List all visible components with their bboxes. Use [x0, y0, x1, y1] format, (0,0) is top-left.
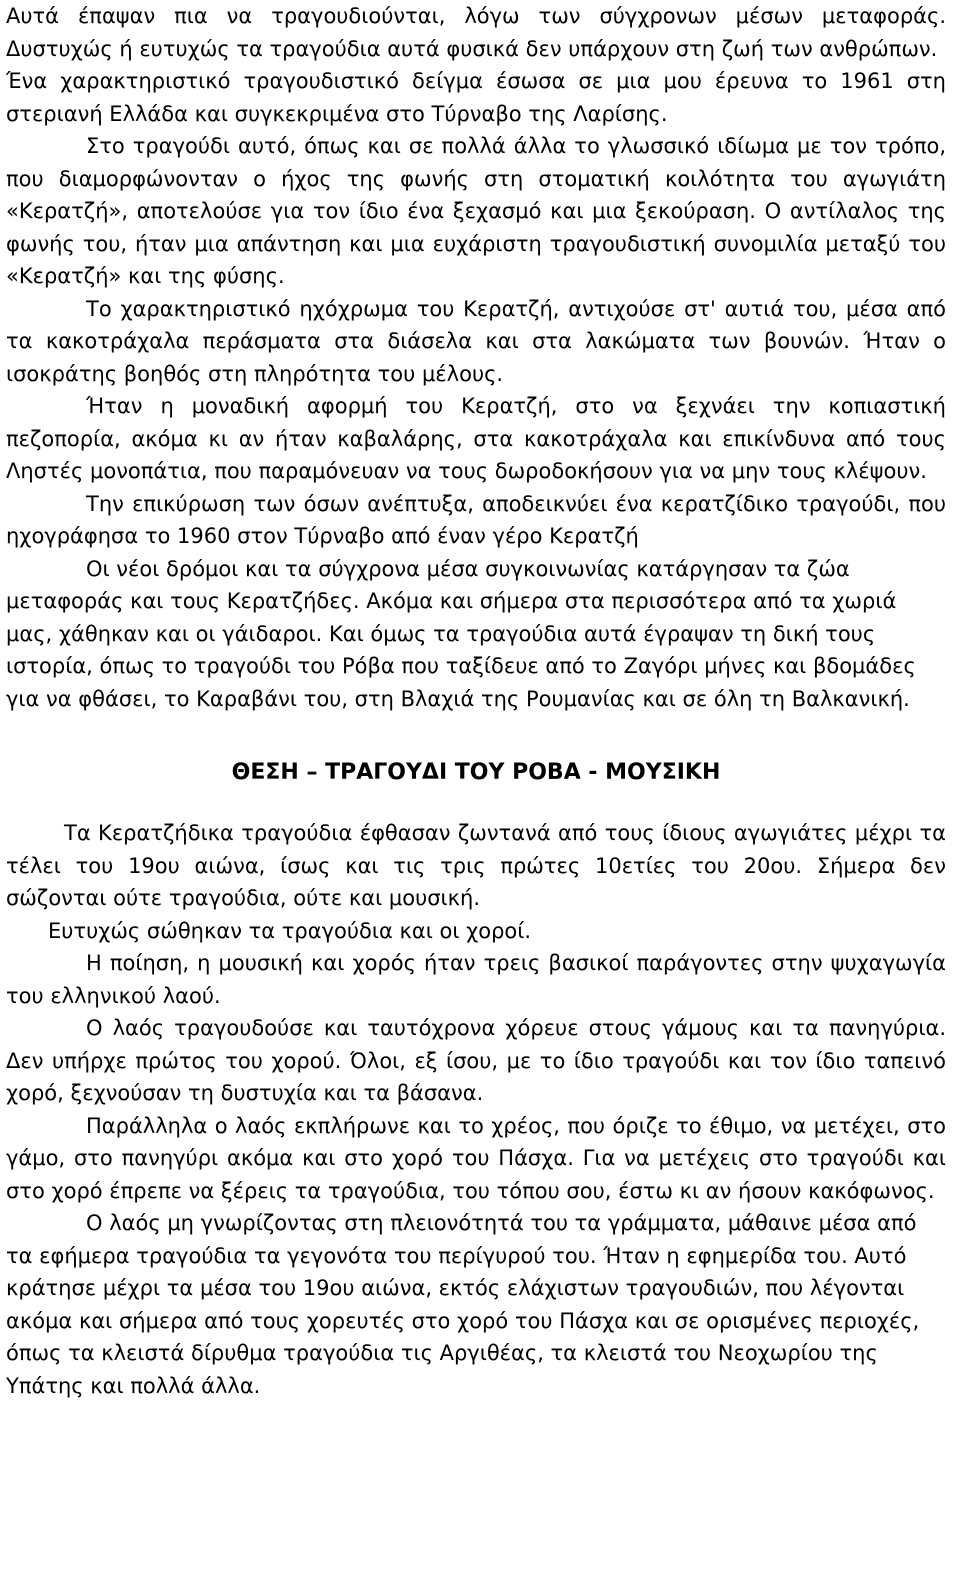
- section-heading: ΘΕΣΗ – ΤΡΑΓΟΥΔΙ ΤΟΥ ΡΟΒΑ - ΜΟΥΣΙΚΗ: [231, 760, 721, 785]
- paragraph-ephemeral-songs: Ο λαός μη γνωρίζοντας στη πλειονότητά του τα γράμματα, μάθαινε μέσα από τα εφήμερα τραγούδια τα γεγονότα του περίγυρού του. Ήταν η εφημερίδα του. Αυτό κράτησε μέχρι τα μέσα του 19ου αιώνα, εκτός ελάχιστων τραγουδιών, που λέγονται ακόμα και σήμερα από τους χορευτές στο χορό του Πάσχα και σε ορισμένες περιοχές, όπως τα κλειστά δίρυθμα τραγούδια τις Αργιθέας, τα κλειστά του Νεοχωρίου της Υπάτης και πολλά άλλα.: [6, 1211, 920, 1398]
- paragraph-linguistic-idiom: Στο τραγούδι αυτό, όπως και σε πολλά άλλα το γλωσσικό ιδίωμα με τον τρόπο, που διαμορφώνονταν ο ήχος της φωνής στη στοματική κοιλότητα του αγωγιάτη «Κερατζή», αποτελούσε για τον ίδιο ένα ξεχασμό και μια ξεκούραση. Ο αντίλαλος της φωνής του, ήταν μια απάντηση και μια ευχάριστη τραγουδιστική συνομιλία μεταξύ του «Κερατζή» και της φύσης.: [6, 134, 946, 288]
- paragraph-transport-songs: Αυτά έπαψαν πια να τραγουδιούνται, λόγω των σύγχρονων μέσων μεταφοράς. Δυστυχώς ή ευτυχώς τα τραγούδια αυτά φυσικά δεν υπάρχουν στη ζωή των ανθρώπων.: [6, 4, 946, 61]
- paragraph-keratzides-songs: Τα Κερατζήδικα τραγούδια έφθασαν ζωντανά από τους ίδιους αγωγιάτες μέχρι τα τέλει του 19ου αιώνα, ίσως και τις τρις πρώτες 10ετίες του 20ου. Σήμερα δεν σώζονται ούτε τραγούδια, ούτε και μουσική.: [6, 821, 946, 910]
- paragraph-timbre: Το χαρακτηριστικό ηχόχρωμα του Κερατζή, αντιχούσε στ' αυτιά του, μέσα από τα κακοτράχαλα περάσματα στα διάσελα και στα λακώματα των βουνών. Ήταν ο ισοκράτης βοηθός στη πληρότητα του μέλους.: [6, 296, 946, 386]
- paragraph-unique-motive: Ήταν η μοναδική αφορμή του Κερατζή, στο να ξεχνάει την κοπιαστική πεζοπορία, ακόμα κι αν ήταν καβαλάρης, στα κακοτράχαλα και επικίνδυνα από τους Ληστές μονοπάτια, που παραμόνευαν να τους δωροδοκήσουν για να μην τους κλέψουν.: [6, 394, 946, 483]
- paragraph-poetry-music-dance: Η ποίηση, η μουσική και χορός ήταν τρεις βασικοί παράγοντες στην ψυχαγωγία του ελληνικού λαού.: [6, 951, 946, 1008]
- paragraph-people-sang: Ο λαός τραγουδούσε και ταυτόχρονα χόρευε στους γάμους και τα πανηγύρια. Δεν υπήρχε πρώτος του χορού. Όλοι, εξ ίσου, με το ίδιο τραγούδι και τον ίδιο ταπεινό χορό, ξεχνούσαν τη δυστυχία και τα βάσανα.: [6, 1016, 946, 1105]
- paragraph-songs-saved: Ευτυχώς σώθηκαν τα τραγούδια και οι χοροί.: [48, 918, 532, 943]
- paragraph-research-1961: Ένα χαρακτηριστικό τραγουδιστικό δείγμα έσωσα σε μια μου έρευνα το 1961 στη στεριανή Ελλάδα και συγκεκριμένα στο Τύρναβο της Λαρίσης.: [6, 69, 946, 126]
- paragraph-new-roads: Οι νέοι δρόμοι και τα σύγχρονα μέσα συγκοινωνίας κατάργησαν τα ζώα μεταφοράς και τους Κερατζήδες. Ακόμα και σήμερα στα περισσότερα από τα χωριά μας, χάθηκαν και οι γάιδαροι. Και όμως τα τραγούδια αυτά έγραψαν τη δική τους ιστορία, όπως το τραγούδι του Ρόβα που ταξίδευε από το Ζαγόρι μήνες και βδομάδες για να φθάσει, το Καραβάνι του, στη Βλαχιά της Ρουμανίας και σε όλη τη Βαλκανική.: [6, 556, 916, 711]
- paragraph-recording-1960: Την επικύρωση των όσων ανέπτυξα, αποδεικνύει ένα κερατζίδικο τραγούδι, που ηχογράφησα το 1960 στον Τύρναβο από έναν γέρο Κερατζή: [6, 491, 946, 548]
- paragraph-custom-duty: Παράλληλα ο λαός εκπλήρωνε και το χρέος, που όριζε το έθιμο, να μετέχει, στο γάμο, στο πανηγύρι ακόμα και στο χορό του Πάσχα. Για να μετέχεις στο τραγούδι και στο χορό έπρεπε να ξέρεις τα τραγούδια, του τόπου σου, έστω κι αν ήσουν κακόφωνος.: [6, 1113, 946, 1203]
